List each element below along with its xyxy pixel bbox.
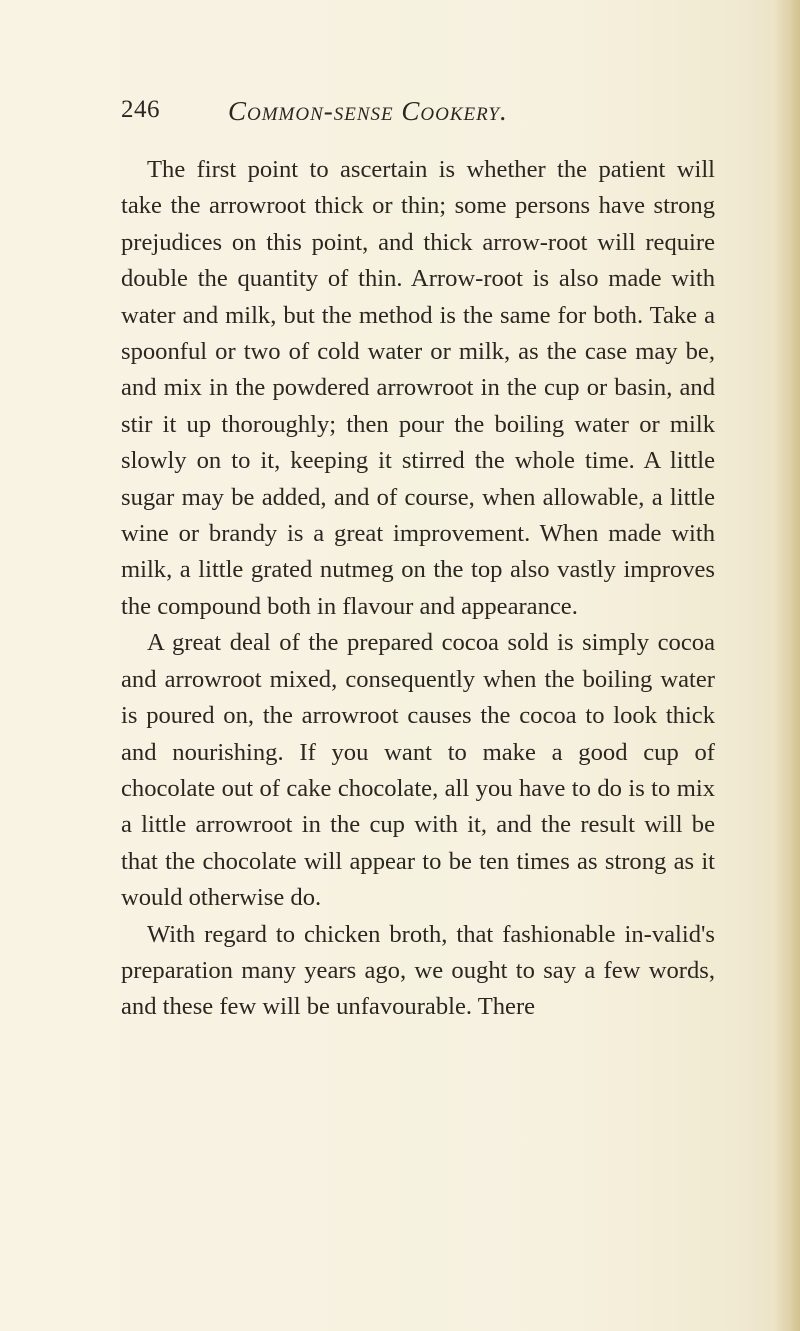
page-edge-shadow xyxy=(774,0,800,1331)
paragraph: With regard to chicken broth, that fashionable in-valid's preparation many years ago, we ought to say a few words, and these few will be unfavourable. There xyxy=(121,920,715,1021)
paragraph: A great deal of the prepared cocoa sold is simply cocoa and arrowroot mixed, consequently when the boiling water is poured on, the arrowroot causes the cocoa to look thick and nourishing. If you want to make a good cup of chocolate out of cake chocolate, all you have to do is to mix a little arrowroot in the cup with it, and the result will be that the chocolate will appear to be ten times as strong as it would otherwise do. xyxy=(121,629,715,912)
page-number: 246 xyxy=(121,96,160,123)
body-text xyxy=(121,152,715,1026)
running-title: Common-sense Cookery. xyxy=(228,96,508,126)
running-head xyxy=(121,96,681,136)
paragraph: The first point to ascertain is whether the patient will take the arrowroot thick or thin; some persons have strong prejudices on this point, and thick arrow-root will require double the quantity of thin. Arrow-root is also made with water and milk, but the method is the same for both. Take a spoonful or two of cold water or milk, as the case may be, and mix in the powdered arrowroot in the cup or basin, and stir it up thoroughly; then pour the boiling water or milk slowly on to it, keeping it stirred the whole time. A little sugar may be added, and of course, when allowable, a little wine or brandy is a great improvement. When made with milk, a little grated nutmeg on the top also vastly improves the compound both in flavour and appearance. xyxy=(121,156,715,620)
